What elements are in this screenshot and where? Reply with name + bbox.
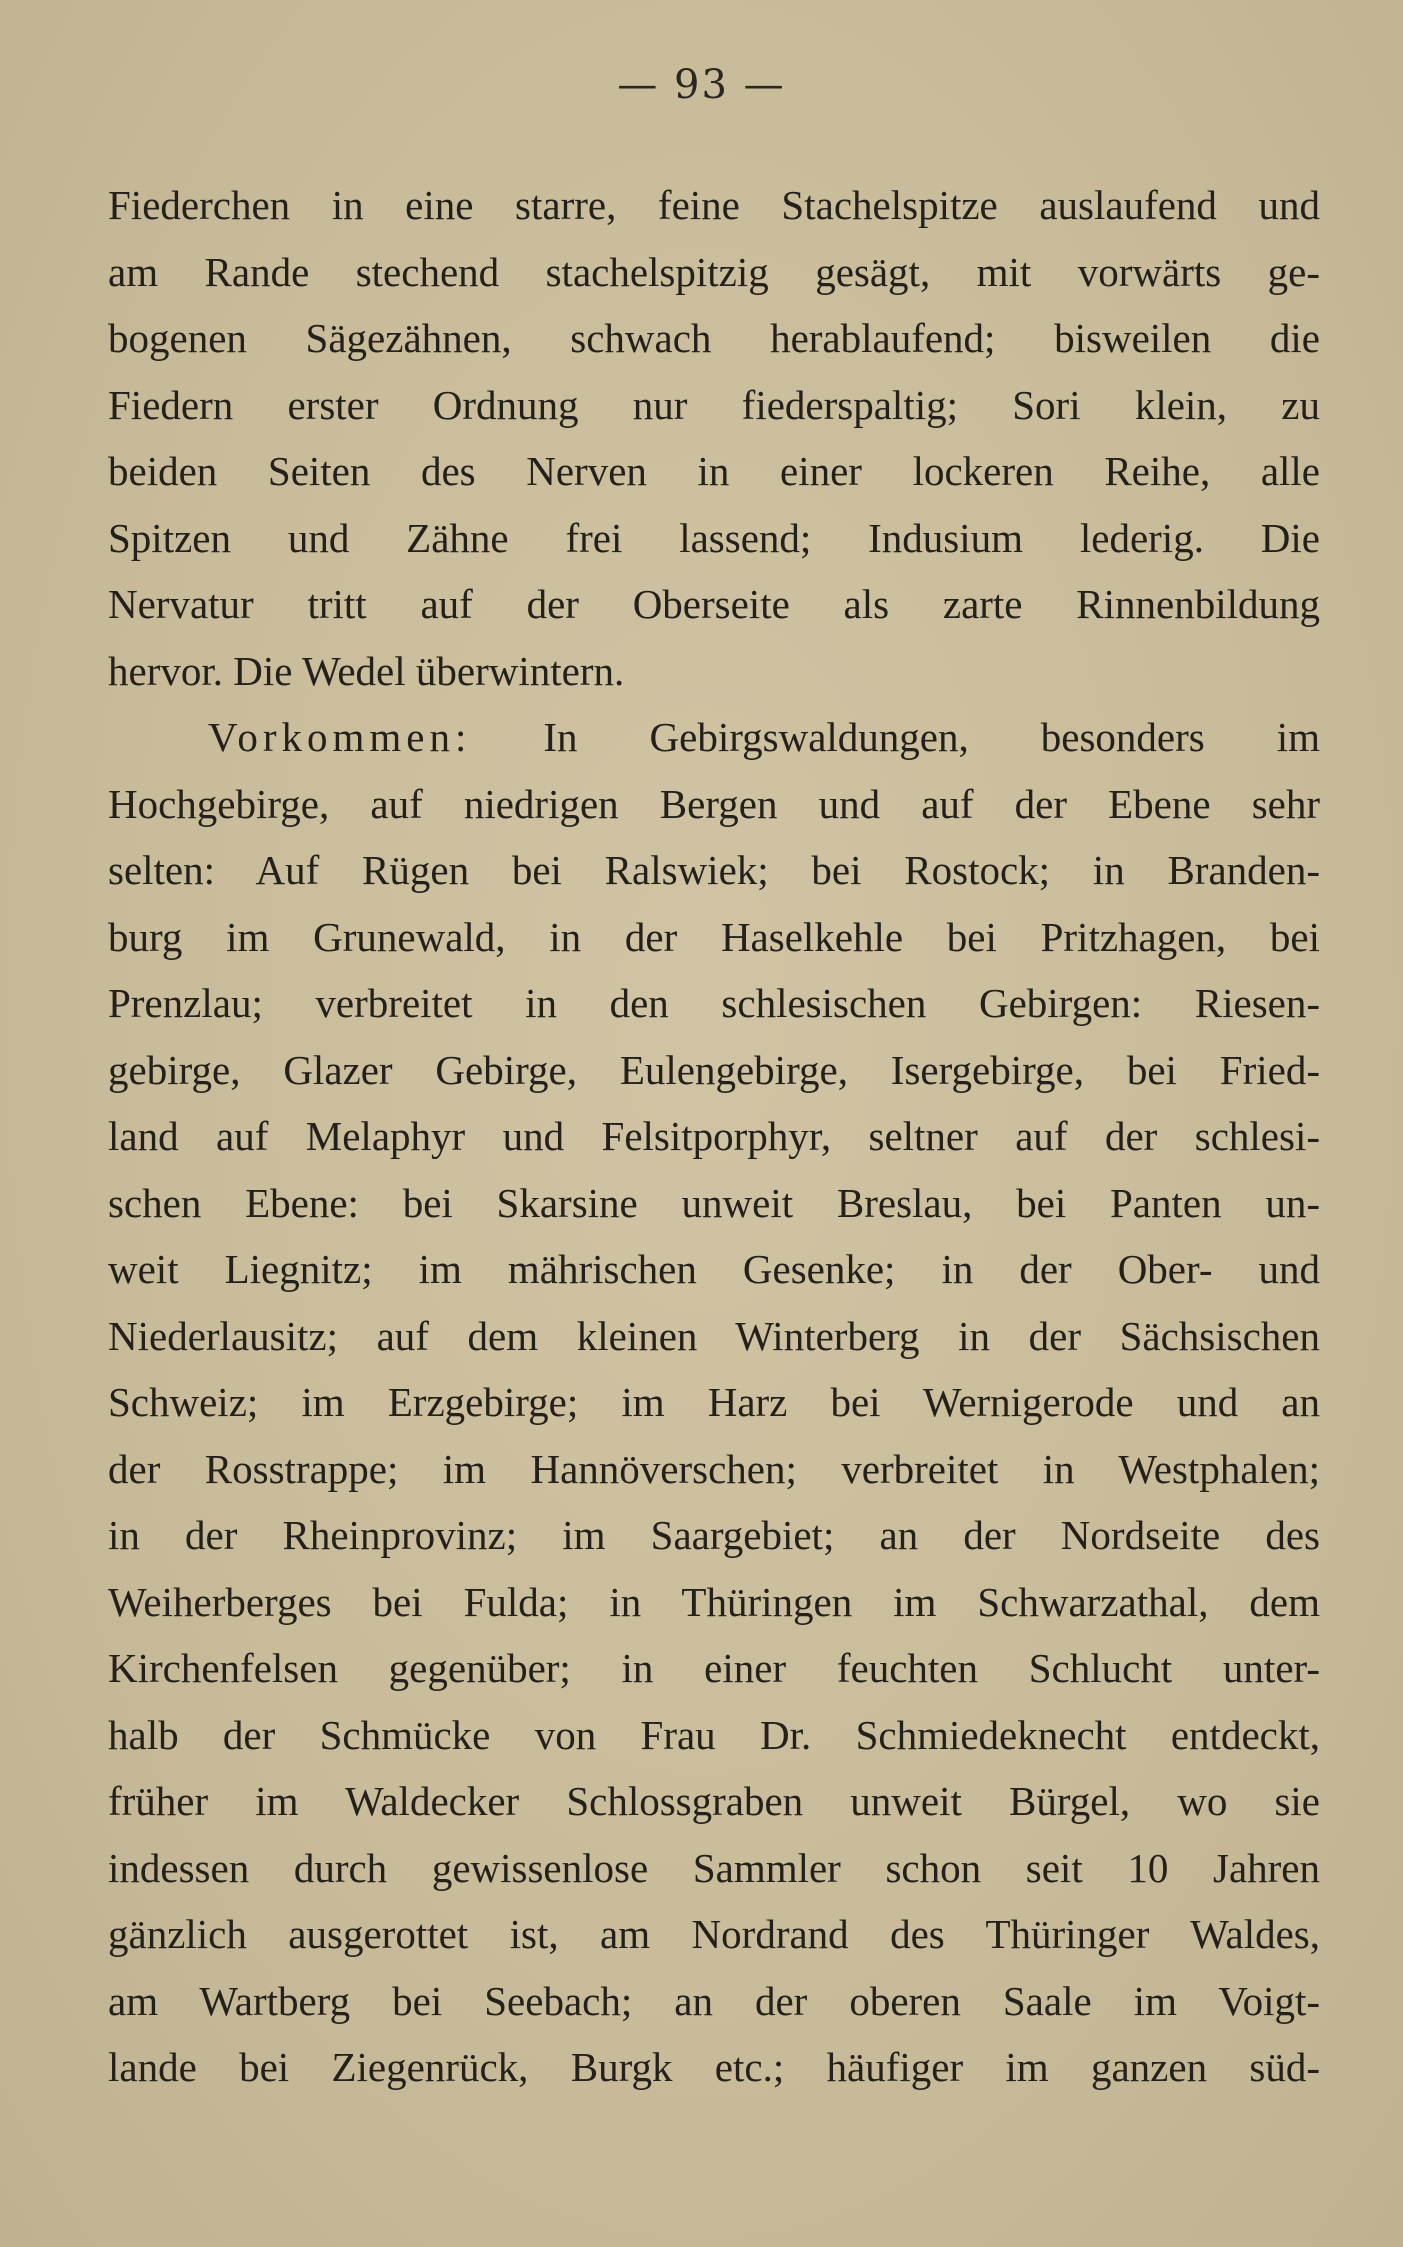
section-label: Vorkommen: [208,714,472,760]
section-first-line [108,704,1320,771]
text-line: selten: Auf Rügen bei Ralswiek; bei Rostock; in Branden- [108,847,1320,893]
text-line: Spitzen und Zähne frei lassend; Indusium lederig. Die [108,514,1320,561]
text-line: Niederlausitz; auf dem kleinen Winterberg in der Sächsischen [108,1312,1320,1359]
text-line: Fiederchen in eine starre, feine Stachelspitze auslaufend und [108,182,1320,228]
text-line: Weiherberges bei Fulda; in Thüringen im Schwarzathal, dem [108,1578,1320,1625]
text-line: Kirchenfelsen gegenüber; in einer feuchten Schlucht unter- [108,1645,1320,1691]
text-line: Schweiz; im Erzgebirge; im Harz bei Wernigerode und an [108,1379,1320,1425]
text-line: in der Rheinprovinz; im Saargebiet; an der Nordseite des [108,1512,1320,1558]
text-line: land auf Melaphyr und Felsitporphyr, seltner auf der schlesi- [108,1113,1320,1159]
text-line: Hochgebirge, auf niedrigen Bergen und auf der Ebene sehr [108,780,1320,827]
text-line: lande bei Ziegenrück, Burgk etc.; häufiger im ganzen süd- [108,2044,1320,2090]
text-line: hervor. Die Wedel überwintern. [108,647,625,694]
text-line: halb der Schmücke von Frau Dr. Schmiedeknecht entdeckt, [108,1711,1320,1758]
text-line: der Rosstrappe; im Hannöverschen; verbreitet in Westphalen; [108,1445,1320,1492]
text-line: gebirge, Glazer Gebirge, Eulengebirge, Isergebirge, bei Fried- [108,1046,1320,1093]
text-line: Fiedern erster Ordnung nur fiederspaltig; Sori klein, zu [108,381,1320,428]
text-line: burg im Grunewald, in der Haselkehle bei Pritzhagen, bei [108,913,1320,960]
text-line: früher im Waldecker Schlossgraben unweit Bürgel, wo sie [108,1778,1320,1824]
text-line: weit Liegnitz; im mährischen Gesenke; in der Ober- und [108,1246,1320,1292]
text-line: gänzlich ausgerottet ist, am Nordrand des Thüringer Waldes, [108,1911,1320,1957]
text-line: am Rande stechend stachelspitzig gesägt, mit vorwärts ge- [108,248,1320,295]
text-line: Nervatur tritt auf der Oberseite als zarte Rinnenbildung [108,581,1320,627]
text-line: bogenen Sägezähnen, schwach herablaufend; bisweilen die [108,315,1320,361]
text-line: indessen durch gewissenlose Sammler schon seit 10 Jahren [108,1844,1320,1891]
text-line: schen Ebene: bei Skarsine unweit Breslau, bei Panten un- [108,1179,1320,1226]
page-number: — 93 — [617,62,786,108]
text-line: Prenzlau; verbreitet in den schlesischen Gebirgen: Riesen- [108,980,1320,1026]
text-line: am Wartberg bei Seebach; an der oberen Saale im Voigt- [108,1977,1320,2024]
section-line-text: In Gebirgswaldungen, besonders im [543,714,1320,760]
body-text [108,172,1320,2101]
text-line: beiden Seiten des Nerven in einer lockeren Reihe, alle [108,448,1320,494]
